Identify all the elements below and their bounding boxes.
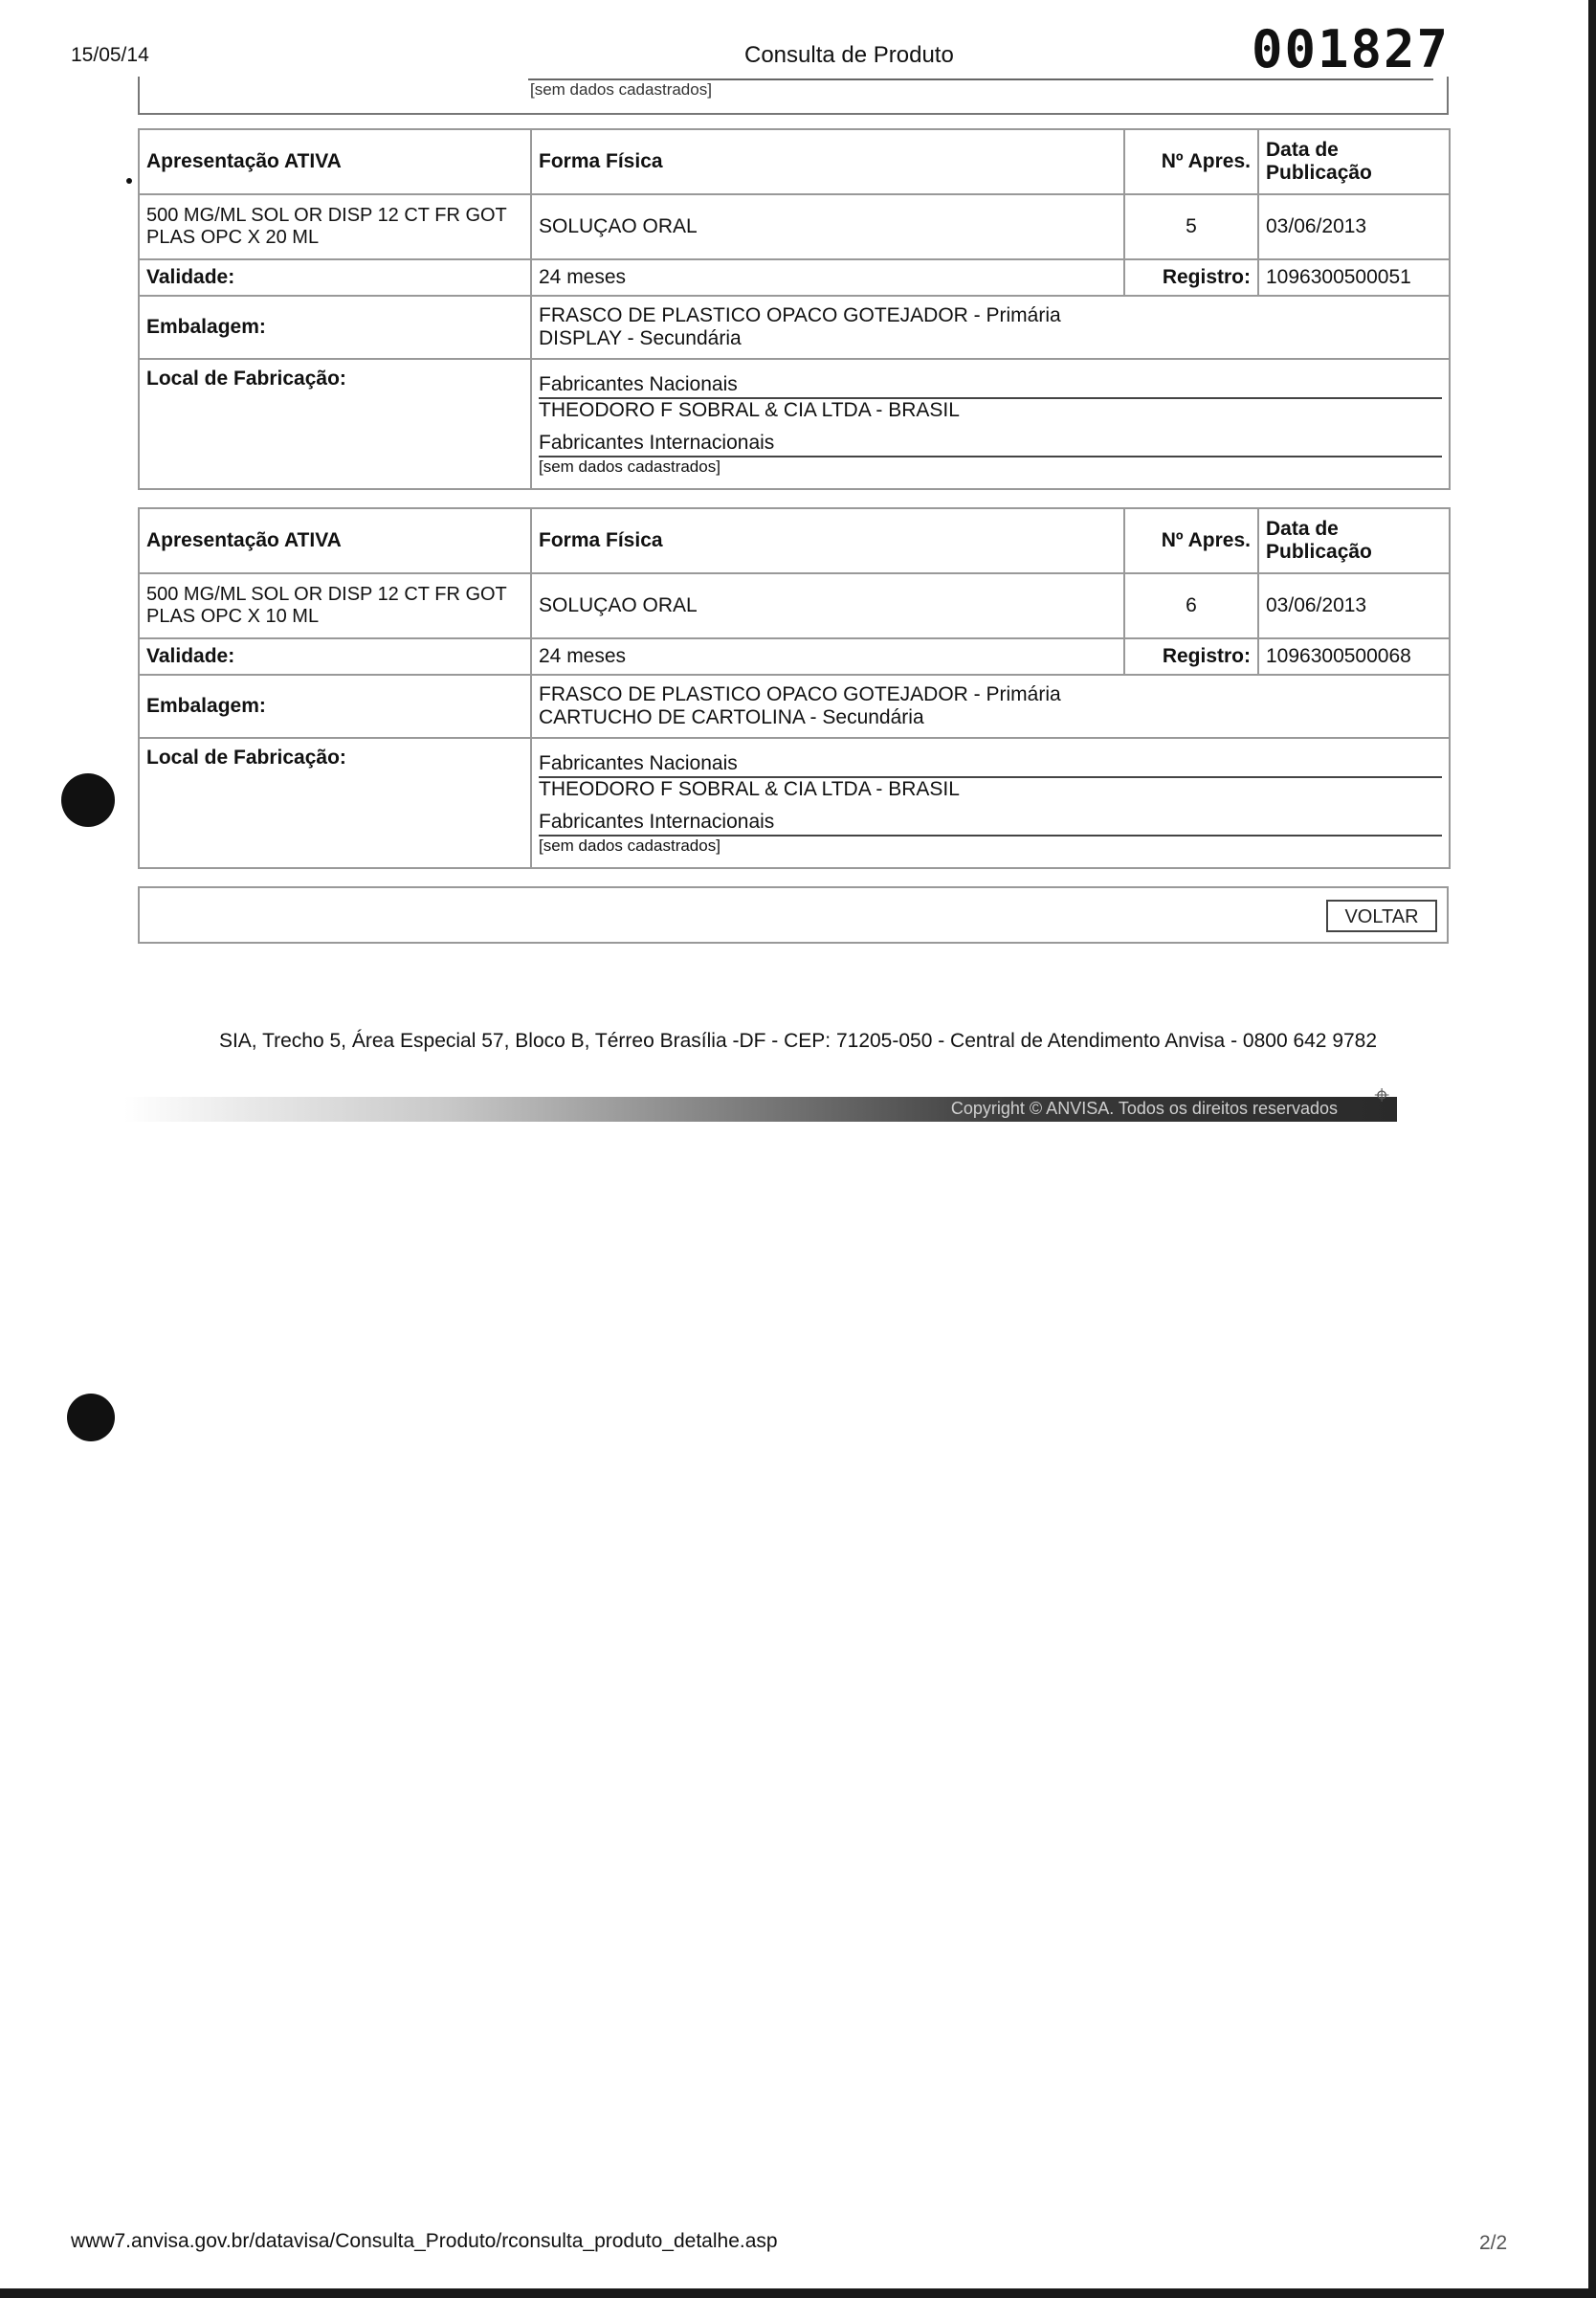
form-value: SOLUÇAO ORAL [531,573,1124,638]
validity-value: 24 meses [531,638,1124,675]
manufacturing-location-label: Local de Fabricação: [139,738,531,868]
registry-label: Registro: [1124,259,1258,296]
international-manufacturers-heading: Fabricantes Internacionais [539,811,1442,837]
presentation-value: 500 MG/ML SOL OR DISP 12 CT FR GOT PLAS OPC X 20 ML [139,194,531,259]
manufacturing-location-label: Local de Fabricação: [139,359,531,489]
number-value: 6 [1124,573,1258,638]
international-manufacturers-note: [sem dados cadastrados] [539,837,720,855]
no-data-note: [sem dados cadastrados] [530,80,712,99]
crosshair-icon: ⌖ [1374,1080,1389,1109]
copyright-banner [124,1080,1397,1122]
registry-label: Registro: [1124,638,1258,675]
copyright-text: Copyright © ANVISA. Todos os direitos reservados [950,1099,1338,1118]
manufacturers-cell [531,359,1450,489]
presentation-table [138,128,1451,490]
validity-label: Validade: [139,259,531,296]
back-button[interactable]: VOLTAR [1326,900,1437,932]
national-manufacturer-name: THEODORO F SOBRAL & CIA LTDA - BRASIL [539,399,960,421]
national-manufacturers-heading: Fabricantes Nacionais [539,373,1442,399]
international-manufacturers-heading: Fabricantes Internacionais [539,432,1442,457]
packaging-primary: FRASCO DE PLASTICO OPACO GOTEJADOR - Primária [539,683,1061,705]
col-header-number: Nº Apres. [1124,508,1258,573]
page-url: www7.anvisa.gov.br/datavisa/Consulta_Produto/rconsulta_produto_detalhe.asp [71,2230,778,2252]
manufacturers-cell [531,738,1450,868]
international-manufacturers-note: [sem dados cadastrados] [539,457,720,476]
col-header-publication-date: Data de Publicação [1258,129,1450,194]
packaging-primary: FRASCO DE PLASTICO OPACO GOTEJADOR - Primária [539,304,1061,326]
col-header-form: Forma Física [531,129,1124,194]
col-header-presentation: Apresentação ATIVA [139,129,531,194]
packaging-secondary: CARTUCHO DE CARTOLINA - Secundária [539,706,924,728]
registry-value: 1096300500051 [1258,259,1450,296]
publication-date-value: 03/06/2013 [1258,194,1450,259]
page-indicator: 2/2 [1479,2232,1508,2254]
col-header-number: Nº Apres. [1124,129,1258,194]
col-header-publication-date: Data de Publicação [1258,508,1450,573]
publication-date-value: 03/06/2013 [1258,573,1450,638]
presentation-table [138,507,1451,869]
packaging-value [531,296,1450,359]
validity-label: Validade: [139,638,531,675]
print-date: 15/05/14 [71,44,149,66]
packaging-value [531,675,1450,738]
agency-address: SIA, Trecho 5, Área Especial 57, Bloco B, Térreo Brasília -DF - CEP: 71205-050 - Central de Atendimento Anvisa - 0800 642 9782 [218,1030,1378,1052]
registry-value: 1096300500068 [1258,638,1450,675]
previous-table-fragment [138,77,1449,115]
col-header-form: Forma Física [531,508,1124,573]
form-value: SOLUÇAO ORAL [531,194,1124,259]
national-manufacturers-heading: Fabricantes Nacionais [539,752,1442,778]
national-manufacturer-name: THEODORO F SOBRAL & CIA LTDA - BRASIL [539,778,960,800]
packaging-label: Embalagem: [139,296,531,359]
speck-mark [126,178,132,184]
actions-bar [138,886,1449,944]
validity-value: 24 meses [531,259,1124,296]
number-value: 5 [1124,194,1258,259]
binder-hole-mark [61,773,115,827]
document-number-stamp: 001827 [1252,19,1451,79]
packaging-label: Embalagem: [139,675,531,738]
presentation-value: 500 MG/ML SOL OR DISP 12 CT FR GOT PLAS OPC X 10 ML [139,573,531,638]
page-title: Consulta de Produto [744,42,954,68]
binder-hole-mark [67,1394,115,1441]
col-header-presentation: Apresentação ATIVA [139,508,531,573]
packaging-secondary: DISPLAY - Secundária [539,327,742,349]
